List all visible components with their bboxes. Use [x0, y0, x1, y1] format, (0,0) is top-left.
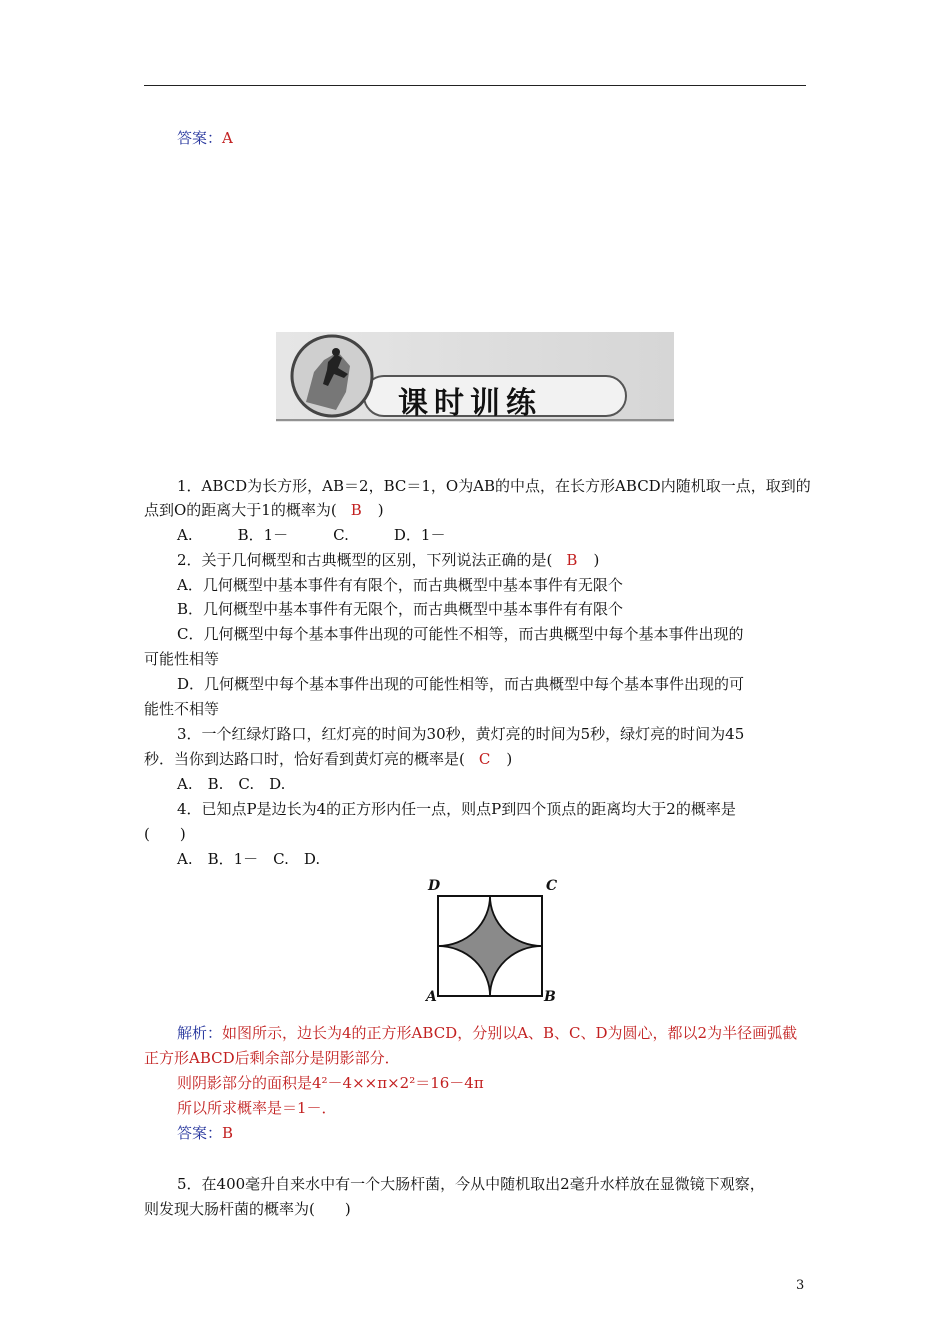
q1-stem: 点到O的距离大于1的概率为(	[144, 501, 337, 519]
answer-value: A	[222, 129, 233, 147]
q2-option-c-line2: 可能性相等	[144, 650, 220, 668]
q2-stem-text: 2．关于几何概型和古典概型的区别，下列说法正确的是(	[177, 551, 553, 569]
solution-label: 解析：	[177, 1024, 223, 1042]
q4-solution-line1	[177, 1021, 797, 1045]
q2-option-c-line1: C．几何概型中每个基本事件出现的可能性不相等，而古典概型中每个基本事件出现的	[177, 625, 744, 643]
q4-answer-line	[177, 1121, 233, 1145]
q4-solution-line4: 所以所求概率是＝1－．	[177, 1099, 337, 1117]
solution-text1: 如图所示，边长为4的正方形ABCD，分别以A、B、C、D为圆心，都以2为半径画弧截	[222, 1024, 798, 1042]
q2-option-d-line1: D．几何概型中每个基本事件出现的可能性相等，而古典概型中每个基本事件出现的可	[177, 675, 745, 693]
q1-options: A. B．1－ C. D．1－	[177, 526, 446, 544]
q3-line1: 3．一个红绿灯路口，红灯亮的时间为30秒，黄灯亮的时间为5秒，绿灯亮的时间为45	[177, 725, 745, 743]
square-figure	[422, 876, 562, 1006]
q4-answer: B	[222, 1124, 234, 1142]
q2-stem-close: )	[593, 551, 600, 569]
q4-options: A. B．1－ C. D.	[177, 850, 321, 868]
q3-answer: C	[478, 750, 491, 768]
q2-stem	[177, 548, 599, 572]
header-rule	[144, 85, 806, 86]
q3-line2	[144, 747, 512, 771]
page-number: 3	[796, 1278, 805, 1293]
q5-line2: 则发现大肠杆菌的概率为( )	[144, 1200, 351, 1218]
q2-option-d-line2: 能性不相等	[144, 700, 220, 718]
figure-diagram	[422, 876, 562, 1006]
label-a: A	[426, 989, 437, 1005]
q5-line1: 5．在400毫升自来水中有一个大肠杆菌，今从中随机取出2毫升水样放在显微镜下观察，	[177, 1175, 765, 1193]
label-b: B	[544, 989, 556, 1005]
q4-solution-line2: 正方形ABCD后剩余部分是阴影部分．	[144, 1049, 400, 1067]
q4-answer-label: 答案：	[177, 1124, 223, 1142]
q1-line1: 1．ABCD为长方形，AB＝2，BC＝1，O为AB的中点，在长方形ABCD内随机取一点，取到的	[177, 477, 811, 495]
q4-solution-line3: 则阴影部分的面积是4²－4××π×2²＝16－4π	[177, 1074, 484, 1092]
top-answer	[177, 126, 233, 150]
q4-line1: 4．已知点P是边长为4的正方形内任一点，则点P到四个顶点的距离均大于2的概率是	[177, 800, 736, 818]
q3-stem-close: )	[506, 750, 513, 768]
q1-stem-close: )	[377, 501, 384, 519]
section-banner	[276, 332, 674, 422]
q1-line2	[144, 498, 384, 522]
answer-label: 答案：	[177, 129, 223, 147]
banner-title: 课时训练	[398, 386, 542, 421]
q1-answer: B	[350, 501, 362, 519]
q2-option-b: B．几何概型中基本事件有无限个，而古典概型中基本事件有有限个	[177, 600, 624, 618]
q4-line2: ( )	[144, 825, 186, 843]
label-d: D	[428, 878, 441, 894]
label-c: C	[546, 878, 558, 894]
q2-option-a: A．几何概型中基本事件有有限个，而古典概型中基本事件有无限个	[177, 576, 623, 594]
q3-stem: 秒．当你到达路口时，恰好看到黄灯亮的概率是(	[144, 750, 465, 768]
q3-options: A. B. C. D.	[177, 775, 286, 793]
q2-answer: B	[566, 551, 578, 569]
